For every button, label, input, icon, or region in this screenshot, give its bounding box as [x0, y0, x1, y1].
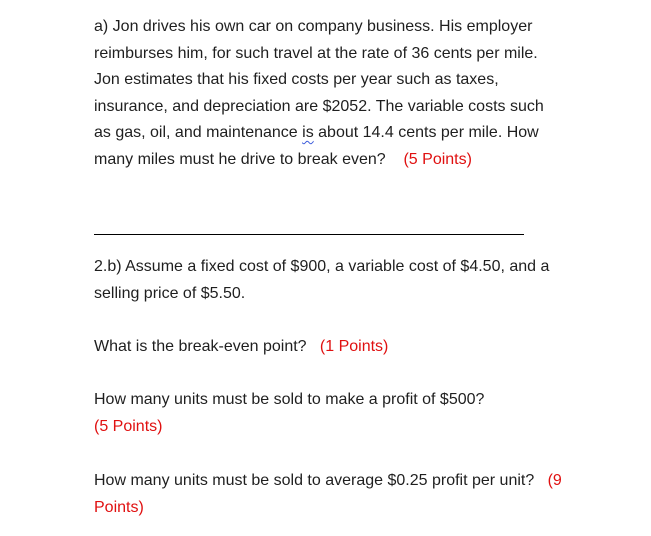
question-b-part1-points: (1 Points)	[319, 338, 389, 355]
question-a	[94, 14, 564, 173]
question-b-part2-text: How many units must be sold to make a profit of $500?	[94, 391, 485, 408]
question-a-points: (5 Points)	[403, 150, 472, 168]
question-b-part2	[94, 387, 564, 440]
question-b-part1-text: What is the break-even point?	[94, 338, 307, 355]
question-a-text-after: about 14.4 cents per mile. How many miles must he drive to break even?	[94, 124, 539, 168]
section-divider	[94, 234, 524, 235]
question-b-intro: 2.b) Assume a fixed cost of $900, a variable cost of $4.50, and a selling price of $5.50.	[94, 258, 550, 302]
question-b-part3	[94, 468, 564, 521]
question-b-part2-points: (5 Points)	[94, 417, 163, 435]
question-b-part1	[94, 334, 564, 361]
question-b-part3-points: (9 Points)	[94, 472, 562, 516]
question-a-text-before: a) Jon drives his own car on company business. His employer reimburses him, for such travel at the rate of 36 cents per mile. Jon estimates that his fixed costs per year such as taxes, insurance, and depreciation are $2052. The variable costs such as gas, oil, and maintenance	[94, 18, 544, 141]
question-a-flagged-word: is	[302, 124, 314, 141]
question-b-part3-text: How many units must be sold to average $0.25 profit per unit?	[94, 472, 535, 489]
